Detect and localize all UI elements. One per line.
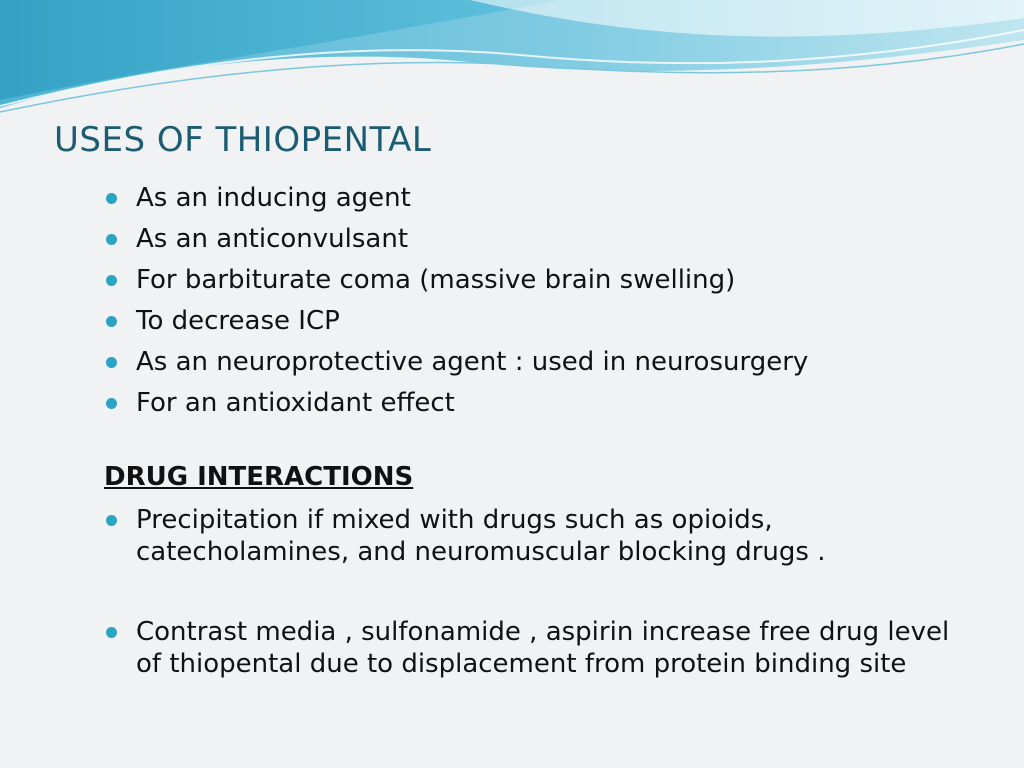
list-item-text: Precipitation if mixed with drugs such as opioids, catecholamines, and neuromuscular blocking drugs . [136,505,826,567]
list-item-text: As an inducing agent [136,183,411,213]
bullet-icon [106,398,117,409]
slide-title: USES OF THIOPENTAL [54,120,432,160]
drug-interactions-heading: DRUG INTERACTIONS [104,462,414,492]
list-item [106,387,986,428]
bullet-icon [106,193,117,204]
list-item-text: For an antioxidant effect [136,388,455,418]
list-item [106,346,986,387]
bullet-icon [106,357,117,368]
bullet-icon [106,627,117,638]
list-item [106,182,986,223]
bullet-icon [106,515,117,526]
list-item [106,305,986,346]
list-item-text: For barbiturate coma (massive brain swelling) [136,265,736,295]
list-item-text: Contrast media , sulfonamide , aspirin increase free drug level of thiopental due to displacement from protein binding site [136,617,950,679]
uses-list [106,182,986,428]
list-item [106,223,986,264]
list-item-text: As an anticonvulsant [136,224,409,254]
list-item-text: To decrease ICP [136,306,340,336]
bullet-icon [106,316,117,327]
list-item [106,264,986,305]
bullet-icon [106,234,117,245]
list-item [106,504,956,568]
interactions-list [106,504,986,680]
header-wave-decoration [0,0,1024,120]
bullet-icon [106,275,117,286]
list-item-text: As an neuroprotective agent : used in neurosurgery [136,347,809,377]
list-item [106,616,956,680]
